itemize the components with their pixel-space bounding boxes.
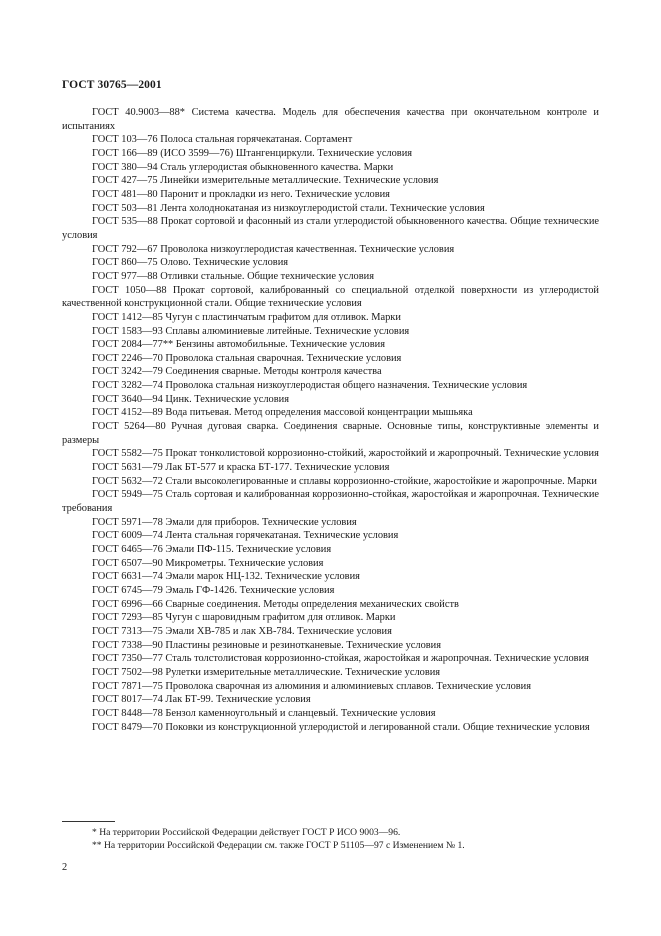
reference-entry: ГОСТ 860—75 Олово. Технические условия [92,257,289,269]
reference-entry: ГОСТ 8017—74 Лак БТ-99. Технические условия [92,694,311,706]
reference-entry: ГОСТ 503—81 Лента холоднокатаная из низкоуглеродистой стали. Технические условия [92,202,485,214]
reference-entry: ГОСТ 40.9003—88* Система качества. Модель для обеспечения качества при окончательном контроле и испытаниях [62,107,599,132]
reference-entry: ГОСТ 977—88 Отливки стальные. Общие технические условия [92,270,374,282]
reference-entry: ГОСТ 6009—74 Лента стальная горячекатаная. Технические условия [92,530,399,542]
reference-entry: ГОСТ 166—89 (ИСО 3599—76) Штангенциркули. Технические условия [92,147,413,159]
footnote-divider [62,821,115,822]
reference-entry: ГОСТ 6745—79 Эмаль ГФ-1426. Технические условия [92,584,335,596]
reference-entry: ГОСТ 1412—85 Чугун с пластинчатым графитом для отливок. Марки [92,311,401,323]
reference-entry: ГОСТ 5582—75 Прокат тонколистовой коррозионно-стойкий, жаростойкий и жаропрочный. Технические условия [92,448,599,460]
reference-entry: ГОСТ 8448—78 Бензол каменноугольный и сланцевый. Технические условия [92,707,436,719]
reference-entry: ГОСТ 2246—70 Проволока стальная сварочная. Технические условия [92,352,402,364]
reference-entry: ГОСТ 380—94 Сталь углеродистая обыкновенного качества. Марки [92,161,394,173]
reference-entry: ГОСТ 5949—75 Сталь сортовая и калиброванная коррозионно-стойкая, жаростойкая и жаропрочная. Технические требования [62,489,599,515]
footnote: ** На территории Российской Федерации см. также ГОСТ Р 51105—97 с Изменением № 1. [92,840,465,851]
reference-entry: ГОСТ 7350—77 Сталь толстолистовая коррозионно-стойкая, жаростойкая и жаропрочная. Технические условия [92,653,589,665]
reference-entry: ГОСТ 2084—77** Бензины автомобильные. Технические условия [92,339,386,351]
reference-entry: ГОСТ 6507—90 Микрометры. Технические условия [92,557,324,569]
reference-entry: ГОСТ 7871—75 Проволока сварочная из алюминия и алюминиевых сплавов. Технические условия [92,680,532,692]
reference-entry: ГОСТ 4152—89 Вода питьевая. Метод определения массовой концентрации мышьяка [92,407,473,419]
reference-list [62,106,599,734]
document-header: ГОСТ 30765—2001 [62,79,162,91]
reference-entry: ГОСТ 481—80 Паронит и прокладки из него. Технические условия [92,188,390,200]
reference-entry: ГОСТ 7293—85 Чугун с шаровидным графитом для отливок. Марки [92,612,396,624]
reference-entry: ГОСТ 535—88 Прокат сортовой и фасонный из стали углеродистой обыкновенного качества. Общие технические условия [62,216,599,241]
reference-entry: ГОСТ 5971—78 Эмали для приборов. Технические условия [92,516,357,528]
reference-entry: ГОСТ 427—75 Линейки измерительные металлические. Технические условия [92,175,439,187]
reference-entry: ГОСТ 792—67 Проволока низкоуглеродистая качественная. Технические условия [92,243,455,255]
reference-entry: ГОСТ 5264—80 Ручная дуговая сварка. Соединения сварные. Основные типы, конструктивные элементы и размеры [62,421,599,446]
page-number: 2 [62,862,68,873]
reference-entry: ГОСТ 3640—94 Цинк. Технические условия [92,393,289,405]
reference-entry: ГОСТ 6465—76 Эмали ПФ-115. Технические условия [92,544,332,555]
reference-entry: ГОСТ 3282—74 Проволока стальная низкоуглеродистая общего назначения. Технические условия [92,380,528,392]
reference-entry: ГОСТ 103—76 Полоса стальная горячекатаная. Сортамент [92,134,353,146]
reference-entry: ГОСТ 5631—79 Лак БТ-577 и краска БТ-177. Технические условия [92,462,390,474]
reference-entry: ГОСТ 8479—70 Поковки из конструкционной углеродистой и легированной стали. Общие технические условия [92,721,590,733]
reference-entry: ГОСТ 3242—79 Соединения сварные. Методы контроля качества [92,366,382,378]
reference-entry: ГОСТ 1050—88 Прокат сортовой, калиброванный со специальной отделкой поверхности из углеродистой качественной конструкционной стали. Общие технические условия [62,284,599,310]
footnotes [62,826,599,852]
reference-entry: ГОСТ 6631—74 Эмали марок НЦ-132. Технические условия [92,571,360,583]
reference-entry: ГОСТ 5632—72 Стали высоколегированные и сплавы коррозионно-стойкие, жаростойкие и жаропрочные. Марки [92,475,597,487]
reference-entry: ГОСТ 7338—90 Пластины резиновые и резинотканевые. Технические условия [92,639,442,651]
reference-entry: ГОСТ 6996—66 Сварные соединения. Методы определения механических свойств [92,598,459,610]
reference-entry: ГОСТ 7502—98 Рулетки измерительные металлические. Технические условия [92,666,441,678]
reference-entry: ГОСТ 1583—93 Сплавы алюминиевые литейные. Технические условия [92,325,410,337]
footnote: * На территории Российской Федерации действует ГОСТ Р ИСО 9003—96. [92,827,401,838]
reference-entry: ГОСТ 7313—75 Эмали ХВ-785 и лак ХВ-784. Технические условия [92,625,392,637]
